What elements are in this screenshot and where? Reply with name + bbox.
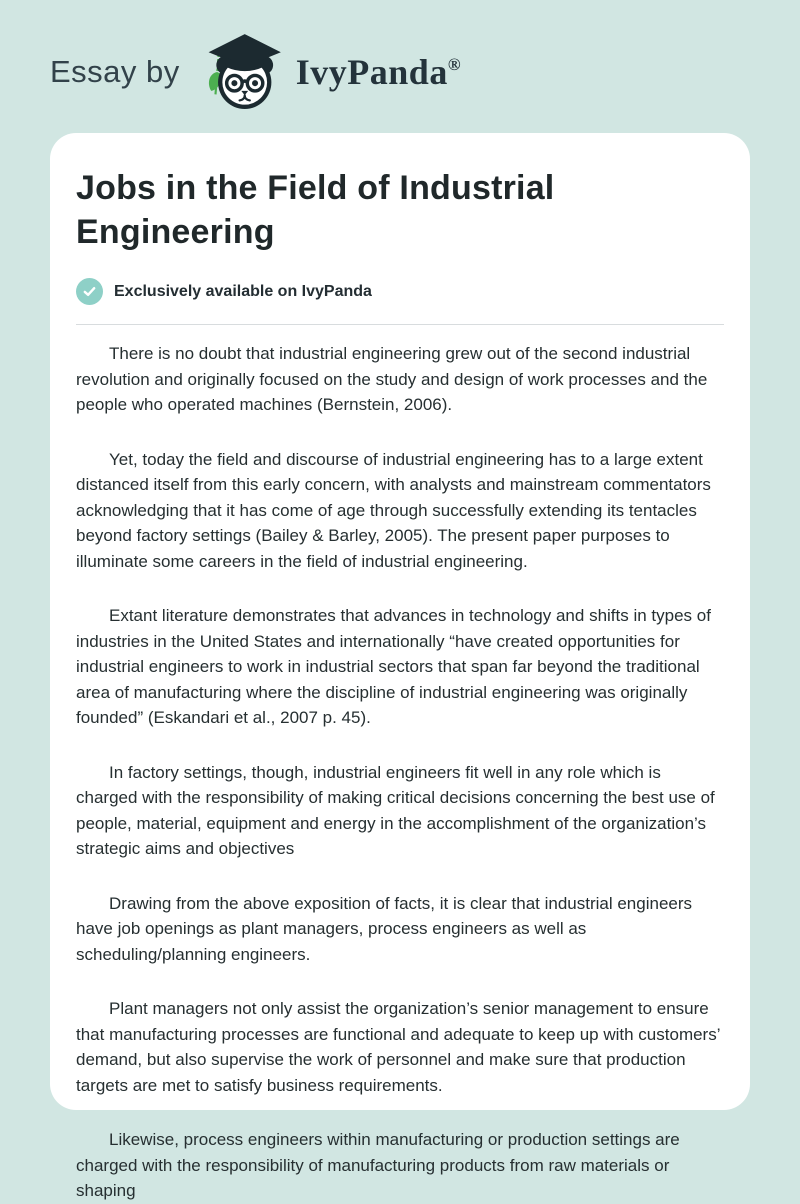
essay-paragraph: Plant managers not only assist the organization’s senior management to ensure that manufacturing processes are functional and adequate to keep up with customers’ demand, but also supervise the work of personnel and make sure that production targets are met to satisfy business requirements. — [76, 999, 720, 1095]
check-icon — [76, 278, 103, 305]
brand-name — [296, 51, 461, 93]
essay-paragraph: There is no doubt that industrial engineering grew out of the second industrial revolution and originally focused on the study and design of work processes and the people who operated machines (Bernstein, 2006). — [76, 344, 708, 414]
essay-paragraph: Drawing from the above exposition of facts, it is clear that industrial engineers have job openings as plant managers, process engineers as well as scheduling/planning engineers. — [76, 893, 693, 964]
essay-paragraph: Likewise, process engineers within manufacturing or production settings are charged with the responsibility of manufacturing products from raw materials or shaping — [76, 1130, 680, 1200]
essay-paragraph: In factory settings, though, industrial engineers fit well in any role which is charged with the responsibility of making critical decisions concerning the best use of people, material, equipment and energy in the accomplishment of the organization’s strategic aims and objectives — [76, 762, 715, 858]
divider — [76, 324, 724, 325]
exclusive-badge — [76, 278, 724, 305]
registered-trademark: ® — [447, 54, 462, 74]
essay-body — [76, 341, 724, 1204]
essay-paragraph: Yet, today the field and discourse of industrial engineering has to a large extent distanced itself from this early concern, with analysts and mainstream commentators acknowledging that it has come of age through successfully extending its tentacles beyond factory settings (Bailey & Barley, 2005). The present paper purposes to illuminate some careers in the field of industrial engineering. — [76, 449, 711, 571]
page-title: Jobs in the Field of Industrial Engineering — [76, 169, 555, 251]
ivypanda-panda-logo-icon — [200, 29, 286, 115]
brand-text: IvyPanda — [295, 51, 448, 92]
essay-paragraph: Extant literature demonstrates that advances in technology and shifts in types of industries in the United States and internationally “have created opportunities for industrial engineers to work in industrial sectors that span far beyond the traditional area of manufacturing where the discipline of industrial engineering was originally founded” (Eskandari et al., 2007 p. 45). — [76, 606, 711, 727]
exclusive-badge-label: Exclusively available on IvyPanda — [114, 282, 372, 300]
essay-by-label: Essay by — [50, 53, 180, 89]
essay-card — [50, 133, 750, 1200]
site-header — [0, 0, 800, 133]
